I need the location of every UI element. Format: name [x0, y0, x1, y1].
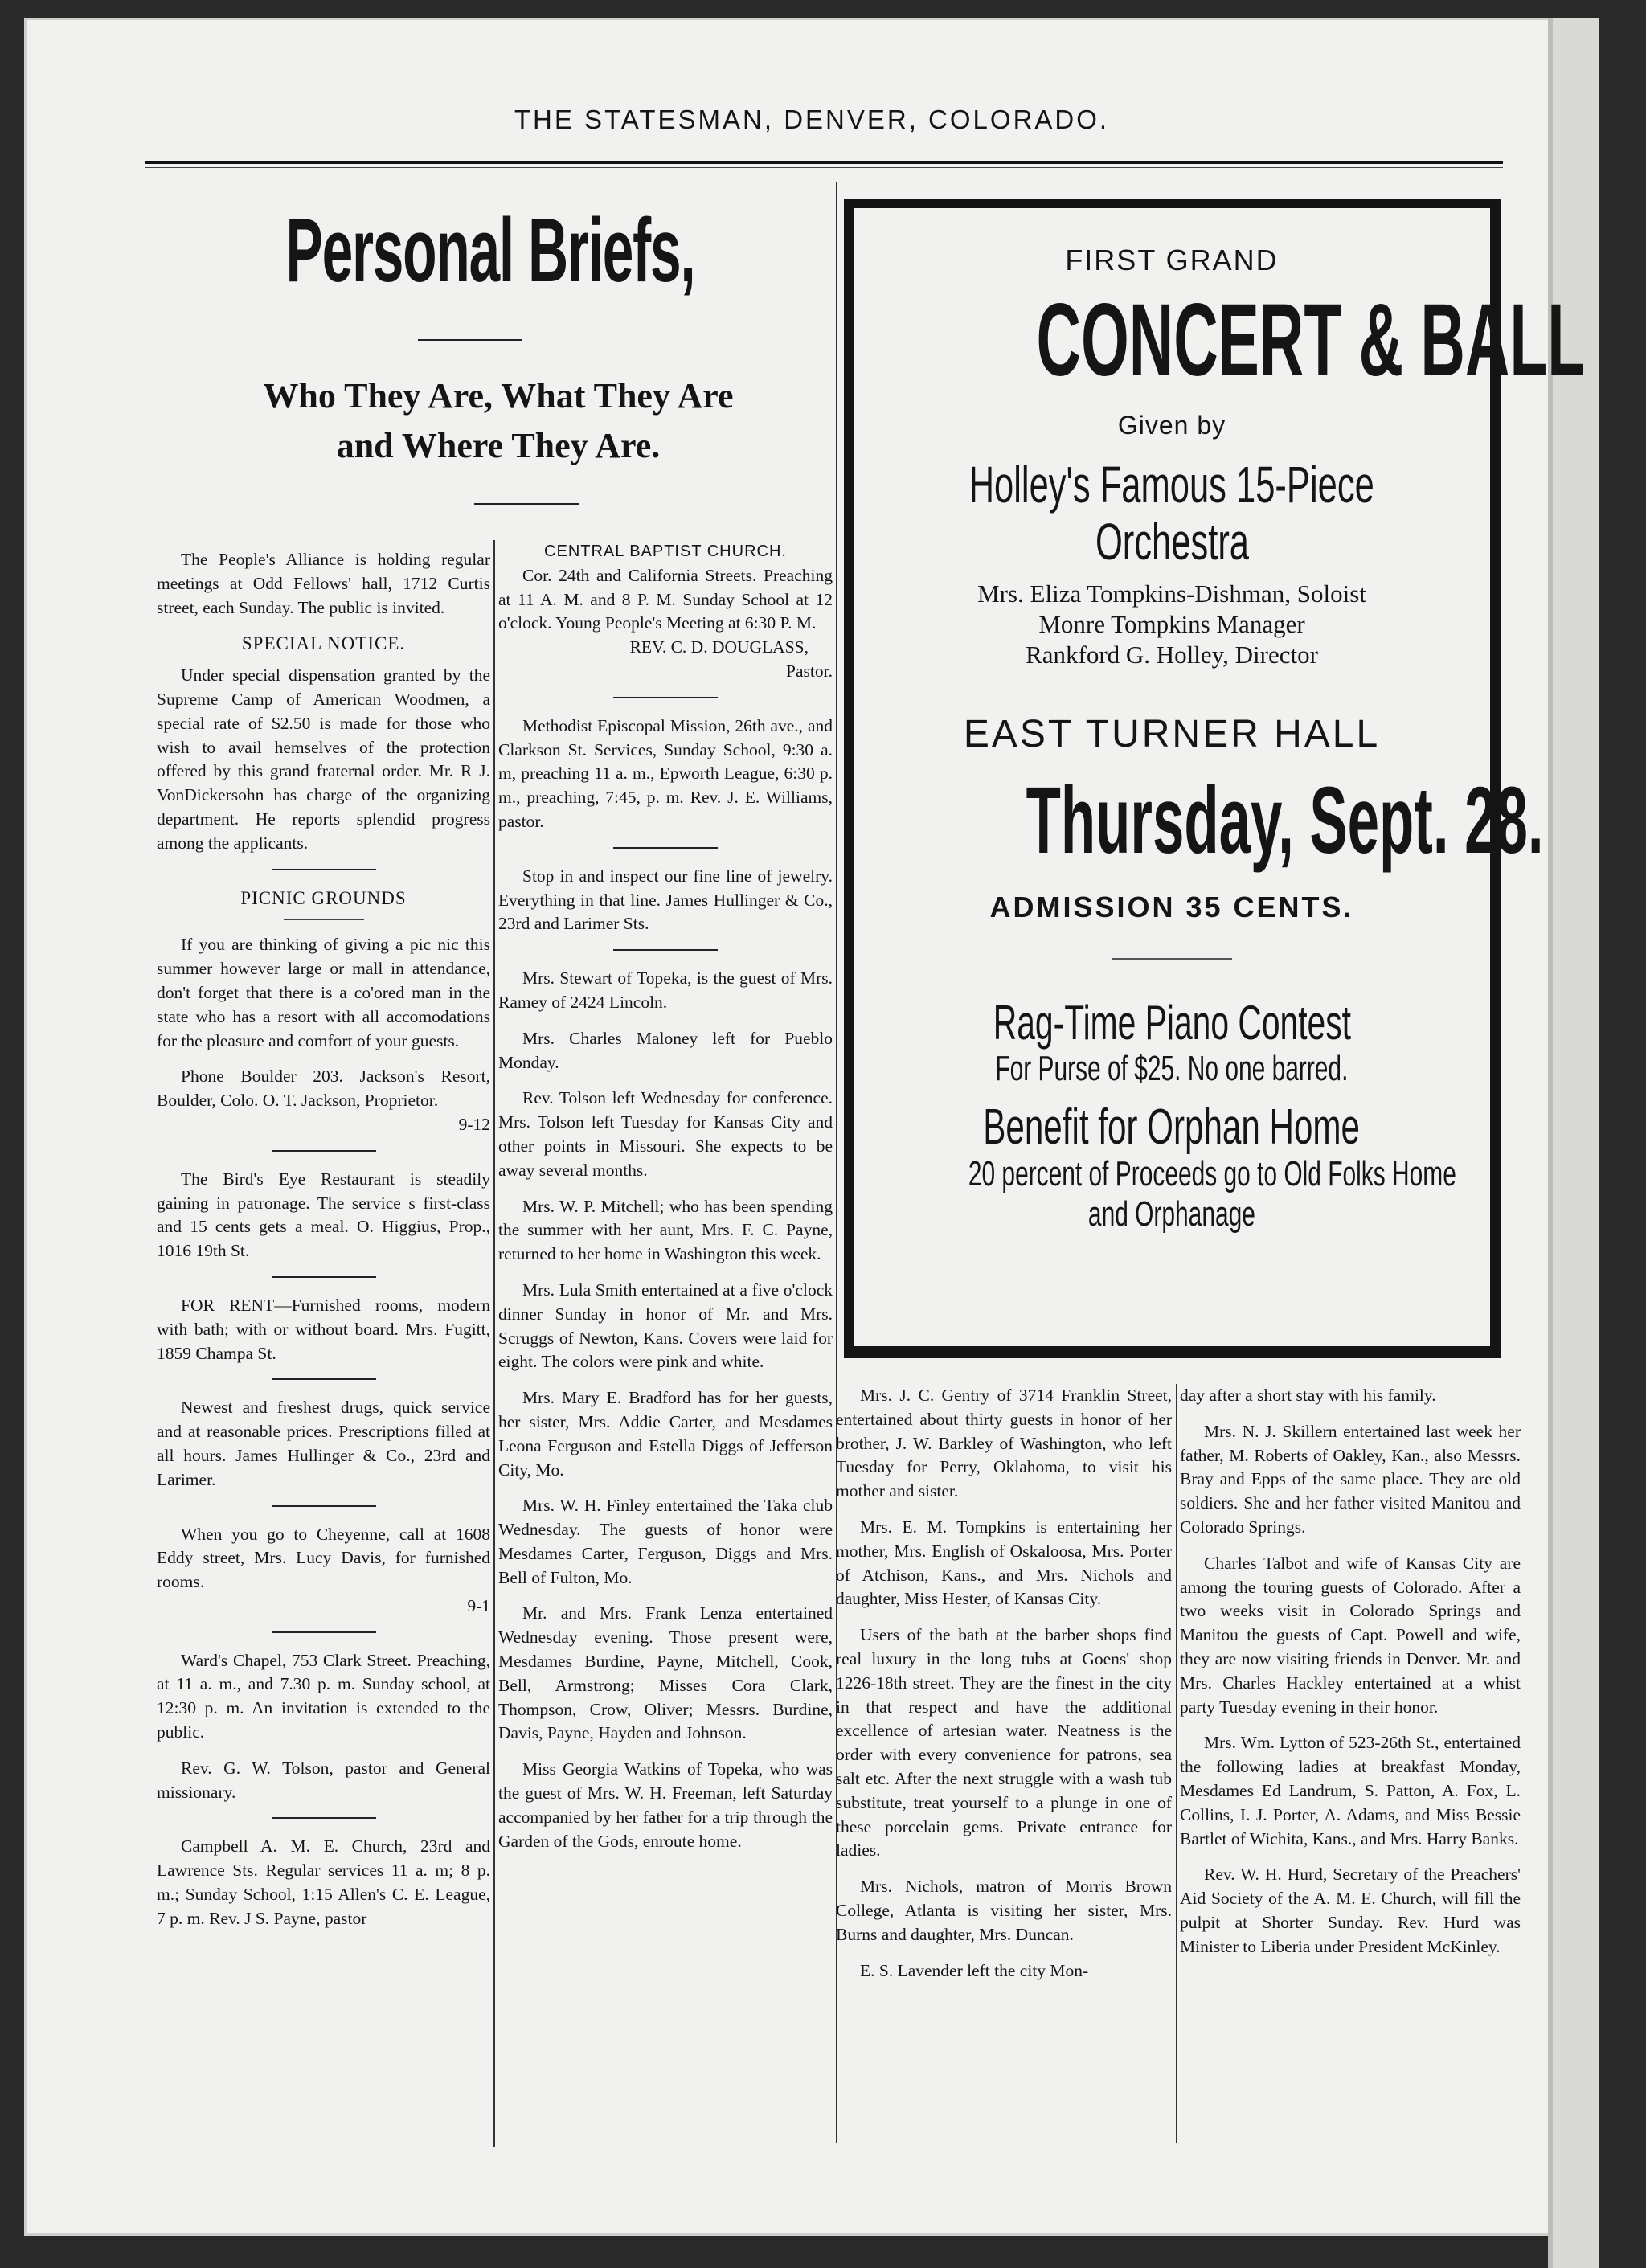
ad-given-by: Given by [1117, 411, 1226, 440]
baptist-pastor-title: Pastor. [786, 661, 833, 681]
ad-date: Thursday, Sept. 28. [1026, 768, 1544, 874]
brief-lenza: Mr. and Mrs. Frank Lenza entertained Wednesday evening. Those present were, Mesdames Burdine, Payne, Mitchell, Cook, Bell, Armstrong; Misses Cora Clark, Thompson, Crow, Oliver; Messrs. Burdine, Davis, Payne, Hayden and Johnson. [498, 1603, 833, 1743]
personal-briefs-subtitle [161, 371, 836, 471]
brief-lavender: E. S. Lavender left the city Mon- [860, 1960, 1089, 1980]
brief-maloney: Mrs. Charles Maloney left for Pueblo Monday. [498, 1028, 833, 1072]
subtitle-line-1: Who They Are, What They Are [263, 376, 734, 416]
divider [272, 1817, 376, 1819]
ad-benefit: Benefit for Orphan Home [983, 1099, 1361, 1155]
title-rule [418, 339, 522, 341]
divider [284, 919, 364, 920]
divider [272, 1631, 376, 1633]
newspaper-page [24, 18, 1599, 2236]
ad-admission: ADMISSION 35 CENTS. [989, 890, 1354, 923]
ad-orphanage: and Orphanage [1088, 1194, 1255, 1234]
woodmen-notice: Under special dispensation granted by the Supreme Camp of American Woodmen, a special rate of $2.50 is made for those who wish to avail hemselves of the protection offered by this grand fraternal order. Mr. R J. VonDickersohn has charge of the organizing department. He reports splendid progress among the applicants. [157, 665, 490, 853]
baptist-church-body: Cor. 24th and California Streets. Preaching at 11 A. M. and 8 P. M. Sunday School at 12 o'clock. Young People's Meeting at 6:30 P. M. [498, 565, 833, 633]
methodist-mission: Methodist Episcopal Mission, 26th ave., and Clarkson St. Services, Sunday School, 9:30 a. m, preaching 11 a. m., Epworth League, 6:30 p. m., preaching, 7:45, p. m. Rev. J. E. Williams, pastor. [498, 715, 833, 831]
brief-watkins: Miss Georgia Watkins of Topeka, who was the guest of Mrs. W. H. Freeman, left Saturday accompanied by her father for a trip through the Garden of the Gods, enroute home. [498, 1759, 833, 1851]
divider [613, 847, 718, 849]
ad-content [854, 208, 1586, 1234]
divider [613, 949, 718, 951]
jackson-resort-date: 9-12 [458, 1114, 490, 1134]
alliance-notice: The People's Alliance is holding regular meetings at Odd Fellows' hall, 1712 Curtis street, each Sunday. The public is invited. [157, 550, 490, 617]
ad-orchestra-name: Holley's Famous 15-Piece [968, 456, 1375, 514]
brief-talbot: Charles Talbot and wife of Kansas City are among the touring guests of Colorado. After a two weeks visit in Colorado Springs and Manitou the guests of Capt. Powell and wife, they are now visiting friends in Denver. Mr. and Mrs. Charles Hackley entertained at a whist party Tuesday evening in their honor. [1180, 1553, 1521, 1717]
divider [272, 1505, 376, 1507]
ad-piano-contest: Rag-Time Piano Contest [993, 996, 1351, 1050]
baptist-church-heading: CENTRAL BAPTIST CHURCH. [544, 542, 787, 560]
personal-briefs-title: Personal Briefs, [285, 200, 695, 301]
ad-concert-ball: CONCERT & BALL [1036, 283, 1586, 398]
brief-lytton: Mrs. Wm. Lytton of 523-26th St., entertained the following ladies at breakfast Monday, Mesdames Ed Landrum, S. Patton, A. Fox, L. Collins, I. J. Porter, A. Adams, and Miss Bessie Bartlet of Wichita, Kans., and Mrs. Harry Banks. [1180, 1733, 1521, 1848]
brief-gentry: Mrs. J. C. Gentry of 3714 Franklin Street, entertained about thirty guests in honor of her brother, J. W. Barkley of Washington, who left Tuesday for Perry, Oklahoma, to visit his mother and sister. [836, 1386, 1172, 1501]
divider [613, 697, 718, 698]
baptist-pastor-name: REV. C. D. DOUGLASS, [629, 637, 809, 657]
ad-purse: For Purse of $25. No one barred. [995, 1049, 1349, 1088]
subtitle-line-2: and Where They Are. [336, 426, 661, 465]
cheyenne-rooms-date: 9-1 [467, 1595, 490, 1615]
brief-smith: Mrs. Lula Smith entertained at a five o'clock dinner Sunday in honor of Mr. and Mrs. Scruggs of Newton, Kans. Covers were laid for eight. The colors were pink and white. [498, 1279, 833, 1372]
masthead-rule [145, 161, 1503, 164]
divider [272, 1276, 376, 1278]
brief-nichols: Mrs. Nichols, matron of Morris Brown College, Atlanta is visiting her sister, Mrs. Burns and daughter, Mrs. Duncan. [836, 1877, 1172, 1944]
subtitle-rule [474, 503, 579, 505]
picnic-grounds-heading: PICNIC GROUNDS [240, 887, 407, 908]
concert-ball-ad [844, 199, 1586, 1356]
masthead-rule-thin [145, 167, 1503, 168]
wards-chapel: Ward's Chapel, 753 Clark Street. Preaching, at 11 a. m., and 7.30 p. m. Sunday school, at 12:30 p. m. An invitation is extended to the public. [157, 1650, 490, 1742]
column-rule [1176, 1384, 1177, 2143]
ad-first-grand: FIRST GRAND [1065, 244, 1279, 276]
campbell-church: Campbell A. M. E. Church, 23rd and Lawrence Sts. Regular services 11 a. m; 8 p. m.; Sunday School, 1:15 Allen's C. E. League, 7 p. m. Rev. J S. Payne, pastor [157, 1836, 490, 1928]
birds-eye-restaurant: The Bird's Eye Restaurant is steadily gaining in patronage. The service s first-class and 15 cents gets a meal. O. Higgius, Prop., 1016 19th St. [157, 1169, 490, 1261]
masthead: THE STATESMAN, DENVER, COLORADO. [514, 104, 1110, 134]
cheyenne-rooms: When you go to Cheyenne, call at 1608 Eddy street, Mrs. Lucy Davis, for furnished rooms. [157, 1524, 490, 1592]
column-2 [498, 540, 833, 1865]
brief-finley: Mrs. W. H. Finley entertained the Taka club Wednesday. The guests of honor were Mesdames Carter, Ferguson, Diggs and Mrs. Bell of Fulton, Mo. [498, 1496, 833, 1587]
wards-chapel-pastor: Rev. G. W. Tolson, pastor and General missionary. [157, 1758, 490, 1802]
ad-soloist: Mrs. Eliza Tompkins-Dishman, Soloist [977, 579, 1366, 608]
brief-skillern: Mrs. N. J. Skillern entertained last week her father, M. Roberts of Oakley, Kan., also Messrs. Bray and Epps of the same place. They are old soldiers. She and her father visited Manitou and Colorado Springs. [1180, 1421, 1521, 1537]
picnic-notice: If you are thinking of giving a pic nic this summer however large or mall in attendance, don't forget that there is a co'ored man in the state who has a resort with all accomodations for the pleasure and comfort of your guests. [157, 935, 490, 1050]
bath-ad: Users of the bath at the barber shops find real luxury in the long tubs at Goens' shop 1226-18th street. They are the finest in the city in that respect and have the additional excellence of artesian water. Neatness is the order with every convenience for patrons, sea salt etc. After the next struggle with a wash tub substitute, treat yourself to a plunge in one of these porcelain gems. Private entrance for ladies. [836, 1625, 1172, 1861]
ad-divider [1112, 958, 1232, 960]
brief-stewart: Mrs. Stewart of Topeka, is the guest of Mrs. Ramey of 2424 Lincoln. [498, 968, 833, 1012]
brief-bradford: Mrs. Mary E. Bradford has for her guests, her sister, Mrs. Addie Carter, and Mesdames Leona Ferguson and Estella Diggs of Jefferson City, Mo. [498, 1388, 833, 1480]
column-rule [493, 540, 495, 2147]
ad-box-bottom-rule [844, 1352, 1501, 1358]
ad-director: Rankford G. Holley, Director [1026, 641, 1318, 669]
jackson-resort: Phone Boulder 203. Jackson's Resort, Boulder, Colo. O. T. Jackson, Proprietor. [157, 1066, 490, 1111]
brief-hurd: Rev. W. H. Hurd, Secretary of the Preachers' Aid Society of the A. M. E. Church, will fill the pulpit at Shorter Sunday. Rev. Hurd was Minister to Liberia under President McKinley. [1180, 1865, 1521, 1956]
jewelry-ad: Stop in and inspect our fine line of jewelry. Everything in that line. James Hullinger & Co., 23rd and Larimer Sts. [498, 866, 833, 934]
for-rent: FOR RENT—Furnished rooms, modern with bath; with or without board. Mrs. Fugitt, 1859 Champa St. [157, 1295, 490, 1363]
ad-orchestra: Orchestra [1095, 513, 1249, 571]
column-1 [157, 548, 490, 1943]
brief-lavender-cont: day after a short stay with his family. [1180, 1386, 1436, 1405]
divider [272, 869, 376, 870]
divider [272, 1378, 376, 1380]
brief-tolson: Rev. Tolson left Wednesday for conference. Mrs. Tolson left Tuesday for Kansas City and other points in Missouri. She expects to be away several months. [498, 1088, 833, 1180]
special-notice-heading: SPECIAL NOTICE. [241, 633, 406, 654]
column-4 [1180, 1384, 1521, 1971]
drugs-ad: Newest and freshest drugs, quick service and at reasonable prices. Prescriptions filled at all hours. James Hullinger & Co., 23rd and Larimer. [157, 1398, 490, 1489]
column-3 [836, 1384, 1172, 1995]
divider [272, 1150, 376, 1152]
ad-proceeds: 20 percent of Proceeds go to Old Folks Home [968, 1154, 1456, 1193]
ad-venue: EAST TURNER HALL [963, 713, 1381, 755]
brief-tompkins: Mrs. E. M. Tompkins is entertaining her mother, Mrs. English of Oskaloosa, Mrs. Porter of Atchison, Kans., and Mrs. Nichols and daughter, Miss Hester, of Kansas City. [836, 1517, 1172, 1609]
brief-mitchell: Mrs. W. P. Mitchell; who has been spending the summer with her aunt, Mrs. F. C. Payne, returned to her home in Washington this week. [498, 1196, 833, 1264]
ad-manager: Monre Tompkins Manager [1038, 610, 1305, 638]
